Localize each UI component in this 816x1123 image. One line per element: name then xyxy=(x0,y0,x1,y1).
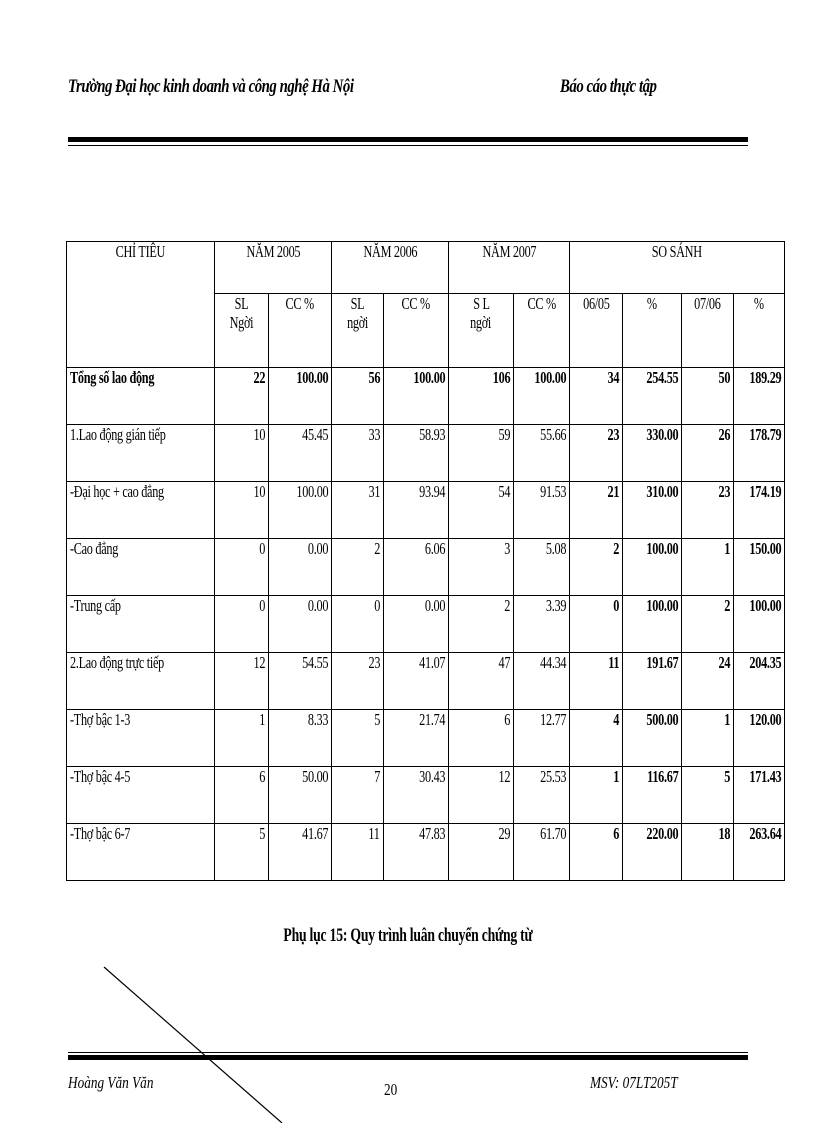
row-label: -Đại học + cao đẳng xyxy=(67,482,215,539)
table-cell: 61.70 xyxy=(514,824,570,881)
table-cell: 47 xyxy=(449,653,514,710)
table-cell: 171.43 xyxy=(734,767,785,824)
table-cell: 1 xyxy=(570,767,623,824)
table-cell: 23 xyxy=(682,482,734,539)
table-cell: 41.67 xyxy=(269,824,332,881)
table-cell: 33 xyxy=(332,425,384,482)
table-cell: 47.83 xyxy=(384,824,449,881)
table-cell: 22 xyxy=(215,368,269,425)
table-cell: 12.77 xyxy=(514,710,570,767)
table-cell: 6.06 xyxy=(384,539,449,596)
table-cell: 58.93 xyxy=(384,425,449,482)
table-cell: 5 xyxy=(682,767,734,824)
table-cell: 0.00 xyxy=(269,596,332,653)
table-cell: 191.67 xyxy=(623,653,682,710)
header-nam-2005: NĂM 2005 xyxy=(215,242,332,294)
header-chi-tieu: CHỈ TIÊU xyxy=(67,242,215,368)
table-cell: 3.39 xyxy=(514,596,570,653)
table-cell: 0 xyxy=(215,539,269,596)
header-nam-2006: NĂM 2006 xyxy=(332,242,449,294)
table-cell: 31 xyxy=(332,482,384,539)
table-cell: 34 xyxy=(570,368,623,425)
table-cell: 10 xyxy=(215,482,269,539)
subheader-07-06: 07/06 xyxy=(682,294,734,368)
subheader-percent-2: % xyxy=(734,294,785,368)
table-cell: 100.00 xyxy=(269,368,332,425)
table-cell: 50.00 xyxy=(269,767,332,824)
subheader-sl-2007: S L ngời xyxy=(449,294,514,368)
table-cell: 0.00 xyxy=(269,539,332,596)
table-cell: 56 xyxy=(332,368,384,425)
table-cell: 0 xyxy=(332,596,384,653)
header-report-title: Báo cáo thực tập xyxy=(560,76,657,97)
row-label: 1.Lao động gián tiếp xyxy=(67,425,215,482)
header-so-sanh: SO SÁNH xyxy=(570,242,785,294)
table-cell: 116.67 xyxy=(623,767,682,824)
table-cell: 12 xyxy=(449,767,514,824)
table-cell: 30.43 xyxy=(384,767,449,824)
table-cell: 100.00 xyxy=(514,368,570,425)
table-cell: 26 xyxy=(682,425,734,482)
subheader-sl-2005: SL Ngời xyxy=(215,294,269,368)
table-cell: 1 xyxy=(682,710,734,767)
table-cell: 41.07 xyxy=(384,653,449,710)
row-label: -Cao đẳng xyxy=(67,539,215,596)
table-cell: 120.00 xyxy=(734,710,785,767)
table-cell: 24 xyxy=(682,653,734,710)
table-cell: 18 xyxy=(682,824,734,881)
table-cell: 23 xyxy=(332,653,384,710)
footer-author: Hoàng Văn Văn xyxy=(68,1073,154,1092)
row-label: 2.Lao động trực tiếp xyxy=(67,653,215,710)
table-cell: 0 xyxy=(215,596,269,653)
table-cell: 0.00 xyxy=(384,596,449,653)
table-cell: 55.66 xyxy=(514,425,570,482)
table-cell: 54.55 xyxy=(269,653,332,710)
row-label: Tổng số lao động xyxy=(67,368,215,425)
footer-student-id: MSV: 07LT205T xyxy=(590,1073,678,1092)
table-cell: 21 xyxy=(570,482,623,539)
table-cell: 6 xyxy=(215,767,269,824)
table-cell: 310.00 xyxy=(623,482,682,539)
table-cell: 100.00 xyxy=(623,596,682,653)
caption: Phụ lục 15: Quy trình luân chuyển chứng từ xyxy=(283,925,533,946)
table-cell: 500.00 xyxy=(623,710,682,767)
table-cell: 5 xyxy=(332,710,384,767)
table-cell: 220.00 xyxy=(623,824,682,881)
table-cell: 330.00 xyxy=(623,425,682,482)
table-cell: 2 xyxy=(332,539,384,596)
table-cell: 2 xyxy=(682,596,734,653)
table-cell: 12 xyxy=(215,653,269,710)
table-cell: 1 xyxy=(682,539,734,596)
table-cell: 5.08 xyxy=(514,539,570,596)
subheader-percent-1: % xyxy=(623,294,682,368)
table-cell: 50 xyxy=(682,368,734,425)
table-cell: 11 xyxy=(570,653,623,710)
footer-rule-thick xyxy=(68,1055,748,1060)
table-cell: 174.19 xyxy=(734,482,785,539)
table-cell: 5 xyxy=(215,824,269,881)
table-cell: 0 xyxy=(570,596,623,653)
table-cell: 7 xyxy=(332,767,384,824)
table-cell: 178.79 xyxy=(734,425,785,482)
row-label: -Thợ bậc 6-7 xyxy=(67,824,215,881)
table-cell: 254.55 xyxy=(623,368,682,425)
table-cell: 54 xyxy=(449,482,514,539)
table-cell: 1 xyxy=(215,710,269,767)
table-cell: 100.00 xyxy=(623,539,682,596)
table-cell: 100.00 xyxy=(384,368,449,425)
table-cell: 91.53 xyxy=(514,482,570,539)
header-school: Trường Đại học kinh doanh và công nghệ Hà Nội xyxy=(68,76,354,97)
subheader-cc-2007: CC % xyxy=(514,294,570,368)
table-cell: 189.29 xyxy=(734,368,785,425)
table-cell: 11 xyxy=(332,824,384,881)
page-number: 20 xyxy=(384,1080,398,1099)
table-cell: 6 xyxy=(449,710,514,767)
table-cell: 8.33 xyxy=(269,710,332,767)
subheader-sl-2006: SL ngời xyxy=(332,294,384,368)
table-cell: 93.94 xyxy=(384,482,449,539)
row-label: -Trung cấp xyxy=(67,596,215,653)
table-cell: 59 xyxy=(449,425,514,482)
subheader-cc-2006: CC % xyxy=(384,294,449,368)
table-cell: 204.35 xyxy=(734,653,785,710)
row-label: -Thợ bậc 1-3 xyxy=(67,710,215,767)
table-cell: 106 xyxy=(449,368,514,425)
subheader-cc-2005: CC % xyxy=(269,294,332,368)
subheader-06-05: 06/05 xyxy=(570,294,623,368)
table-cell: 44.34 xyxy=(514,653,570,710)
table-cell: 2 xyxy=(570,539,623,596)
footer-rule-thin xyxy=(68,1052,748,1053)
table-cell: 150.00 xyxy=(734,539,785,596)
table-cell: 29 xyxy=(449,824,514,881)
table-cell: 45.45 xyxy=(269,425,332,482)
table-cell: 4 xyxy=(570,710,623,767)
row-label: -Thợ bậc 4-5 xyxy=(67,767,215,824)
table-cell: 2 xyxy=(449,596,514,653)
table-cell: 6 xyxy=(570,824,623,881)
table-cell: 10 xyxy=(215,425,269,482)
header-nam-2007: NĂM 2007 xyxy=(449,242,570,294)
table-cell: 25.53 xyxy=(514,767,570,824)
table-cell: 100.00 xyxy=(269,482,332,539)
table-cell: 263.64 xyxy=(734,824,785,881)
table-cell: 21.74 xyxy=(384,710,449,767)
table-cell: 23 xyxy=(570,425,623,482)
table-cell: 100.00 xyxy=(734,596,785,653)
table-cell: 3 xyxy=(449,539,514,596)
